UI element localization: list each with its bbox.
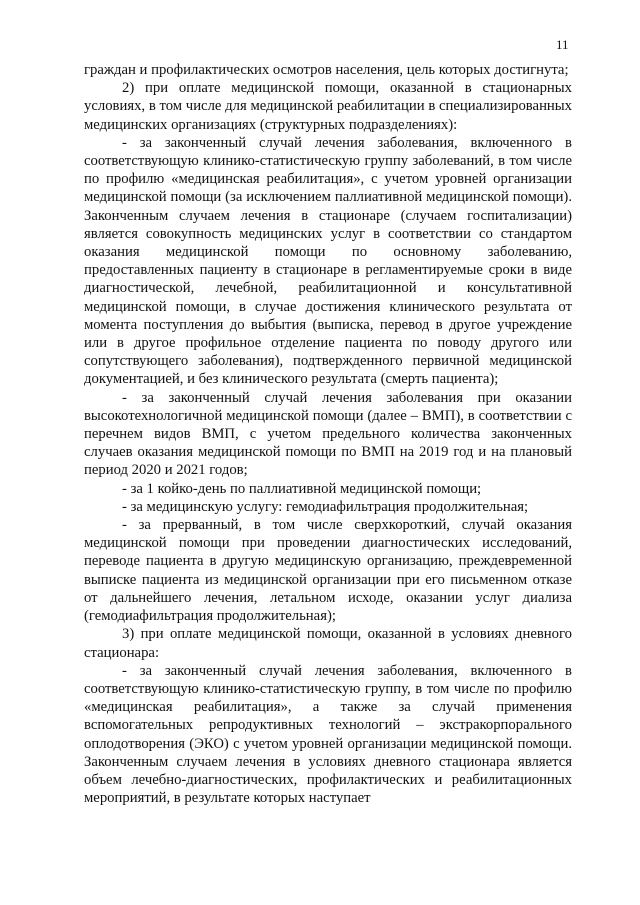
paragraph-bed-day: - за 1 койко-день по паллиативной медицинской помощи; [122, 480, 482, 497]
document-body [84, 61, 572, 807]
page-number: 11 [556, 37, 569, 52]
paragraph-continuation: граждан и профилактических осмотров населения, цель которых достигнута; [84, 62, 569, 78]
paragraph-inpatient-payment: 2) при оплате медицинской помощи, оказанной в стационарных условиях, в том числе для медицинской реабилитации в специализированных медицинских организациях (структурных подразделениях): [84, 80, 572, 133]
paragraph-day-hospital-case: - за законченный случай лечения заболевания, включенного в соответствующую клинико-статистическую группу, в том числе по профилю «медицинская реабилитация», а также за случай применения вспомогательных репродуктивных технологий – экстракорпорального оплодотворения (ЭКО) с учетом уровней организации медицинской помощи. Законченным случаем лечения в условиях дневного стационара является объем лечебно-диагностических, профилактических и реабилитационных мероприятий, в результате которых наступает [84, 662, 572, 807]
paragraph-medical-service: - за медицинскую услугу: гемодиафильтрация продолжительная; [122, 498, 529, 515]
paragraph-day-hospital-payment: 3) при оплате медицинской помощи, оказанной в условиях дневного стационара: [84, 626, 572, 661]
paragraph-completed-case: - за законченный случай лечения заболевания, включенного в соответствующую клинико-статистическую группу заболеваний, в том числе по профилю «медицинская реабилитация», с учетом уровней организации медицинской помощи (за исключением паллиативной медицинской помощи). Законченным случаем лечения в стационаре (случаем госпитализации) является совокупность медицинских услуг в соответствии со стандартом оказания медицинской помощи по основному заболеванию, предоставленных пациенту в стационаре в регламентируемые сроки в виде диагностической, лечебной, реабилитационной и консультативной медицинской помощи, в случае достижения клинического результата от момента поступления до выбытия (выписка, перевод в другое учреждение или в другое профильное отделение пациента по поводу другого или сопутствующего заболевания), подтвержденного первичной медицинской документацией, и без клинического результата (смерть пациента); [84, 134, 572, 388]
paragraph-high-tech-care: - за законченный случай лечения заболевания при оказании высокотехнологичной медицинской помощи (далее – ВМП), в соответствии с перечнем видов ВМП, с учетом предельного количества законченных случаев оказания медицинской помощи по ВМП на 2019 год и на плановый период 2020 и 2021 годов; [84, 389, 572, 479]
paragraph-interrupted-case: - за прерванный, в том числе сверхкороткий, случай оказания медицинской помощи при проведении диагностических исследований, переводе пациента в другую медицинскую организацию, преждевременной выписке пациента из медицинской организации при его письменном отказе от дальнейшего лечения, летальном исходе, оказании услуг диализа (гемодиафильтрация продолжительная); [84, 517, 572, 625]
